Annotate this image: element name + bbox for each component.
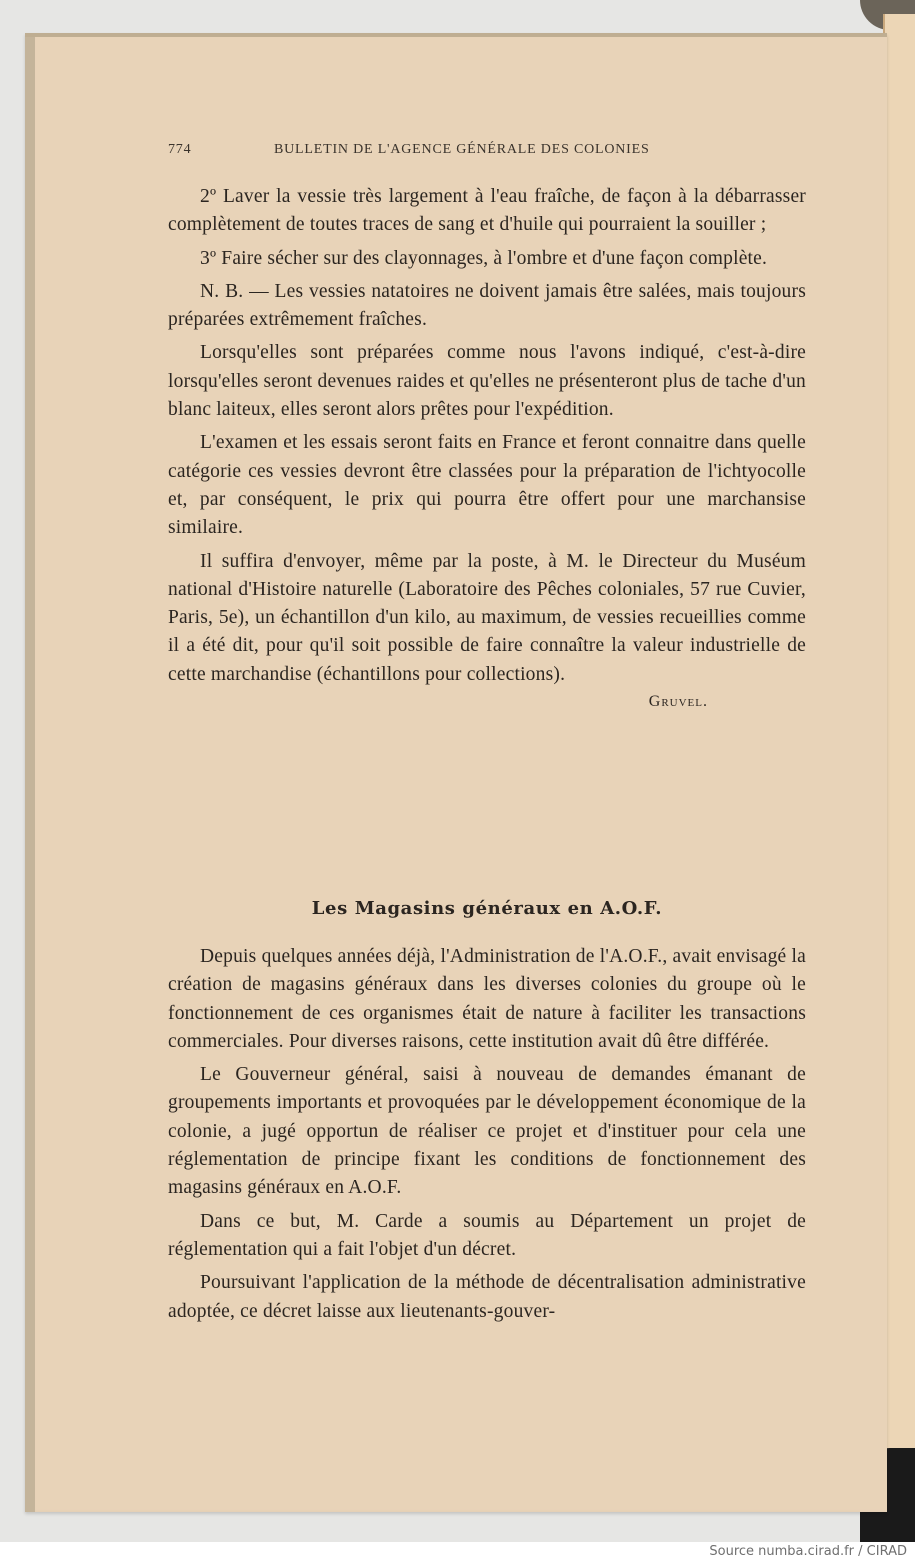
paragraph: Depuis quelques années déjà, l'Administration de l'A.O.F., avait envisagé la création de magasins généraux dans les diverses colonies du groupe où le fonctionnement de ces organismes était de nature à faciliter les transactions commerciales. Pour diverses raisons, cette institution avait dû être différée. xyxy=(168,946,806,1052)
paragraph: Il suffira d'envoyer, même par la poste, à M. le Directeur du Muséum national d'Histoire naturelle (Laboratoire des Pêches coloniales, 57 rue Cuvier, Paris, 5e), un échantillon d'un kilo, au maximum, de vessies recueillies comme il a été dit, pour qu'il soit possible de faire connaître la valeur industrielle de cette marchandise (échantillons pour collections). xyxy=(168,550,806,685)
page-number: 774 xyxy=(168,142,192,157)
journal-title: BULLETIN DE L'AGENCE GÉNÉRALE DES COLONIES xyxy=(274,142,650,157)
new-article-body xyxy=(168,943,806,1326)
book-spine-next-page xyxy=(883,14,915,1454)
paragraph: Poursuivant l'application de la méthode de décentralisation administrative adoptée, ce décret laisse aux lieutenants-gouver- xyxy=(168,1272,806,1322)
source-caption: Source numba.cirad.fr / CIRAD xyxy=(709,1544,907,1559)
paragraph: L'examen et les essais seront faits en France et feront connaitre dans quelle catégorie ces vessies devront être classées pour la préparation de l'ichtyocolle et, par conséquent, le prix qui pourra être offert pour une marchansise similaire. xyxy=(168,432,806,539)
author-signature: Gruvel. xyxy=(648,693,708,711)
page-edge-left xyxy=(25,33,35,1512)
paragraph: N. B. — Les vessies natatoires ne doivent jamais être salées, mais toujours préparées extrêmement fraîches. xyxy=(168,280,806,331)
paragraph: Dans ce but, M. Carde a soumis au Département un projet de réglementation qui a fait l'objet d'un décret. xyxy=(168,1210,806,1260)
new-article xyxy=(168,898,806,919)
article-continuation xyxy=(168,183,806,711)
paragraph: 2º Laver la vessie très largement à l'eau fraîche, de façon à la débarrasser complètement de toutes traces de sang et d'huile qui pourraient la souiller ; xyxy=(168,186,806,236)
paragraph: 3º Faire sécher sur des clayonnages, à l'ombre et d'une façon complète. xyxy=(200,247,768,269)
page-edge-top xyxy=(25,33,887,37)
paragraph: Lorsqu'elles sont préparées comme nous l'avons indiqué, c'est-à-dire lorsqu'elles seront devenues raides et qu'elles ne présenteront plus de tache d'un blanc laiteux, elles seront alors prêtes pour l'expédition. xyxy=(168,342,806,421)
paragraph: Le Gouverneur général, saisi à nouveau de demandes émanant de groupements importants et provoquées par le développement économique de la colonie, a jugé opportun de réaliser ce projet et d'instituer pour cela une réglementation de principe fixant les conditions de fonctionnement des magasins généraux en A.O.F. xyxy=(168,1064,806,1199)
article-title: Les Magasins généraux en A.O.F. xyxy=(311,898,663,919)
